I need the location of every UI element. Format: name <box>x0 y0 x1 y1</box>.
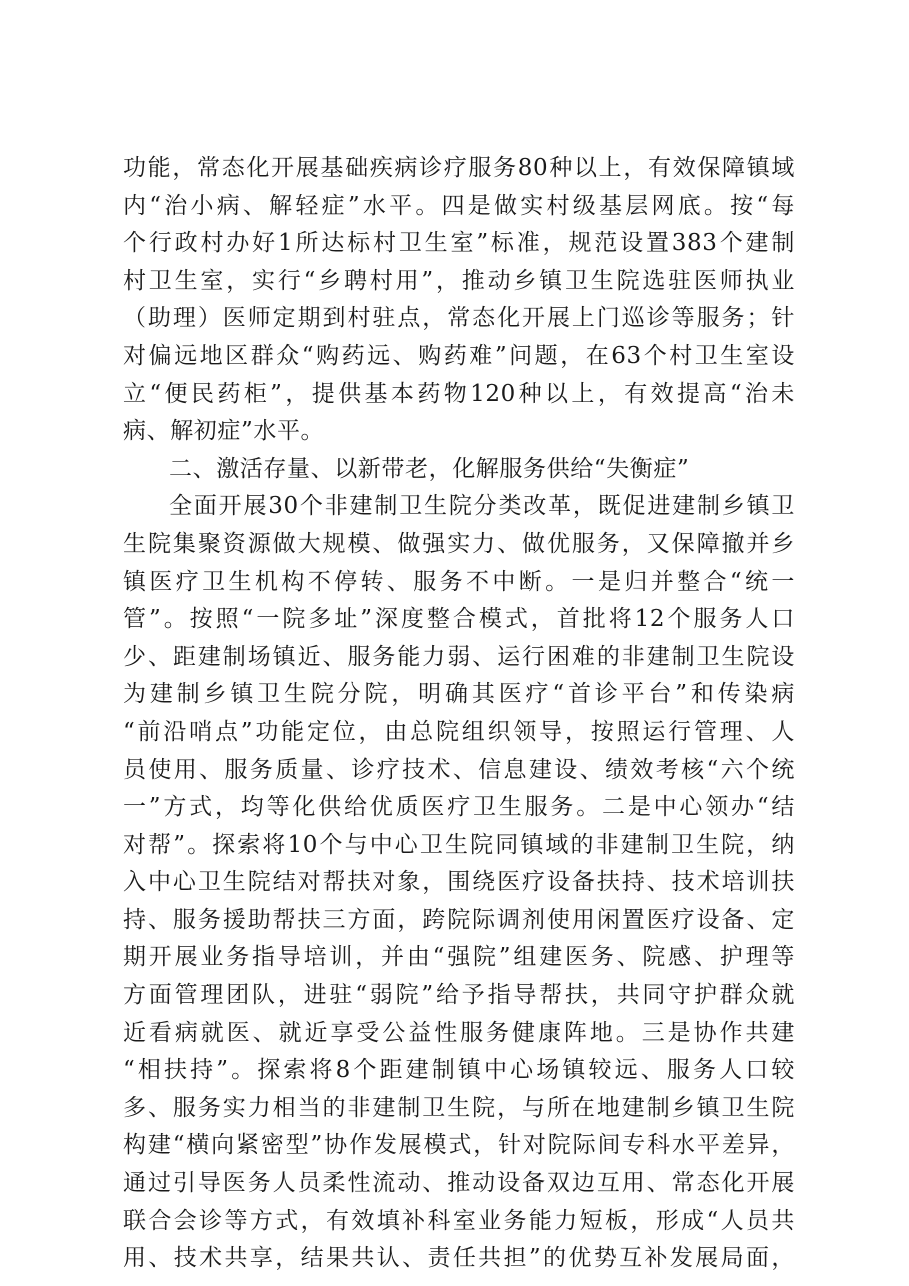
paragraph-line: 镇医疗卫生机构不停转、服务不中断。一是归并整合“统一 <box>123 568 795 595</box>
paragraph-line: 生院集聚资源做大规模、做强实力、做优服务，又保障撤并乡 <box>123 530 795 557</box>
paragraph-line: 用、技术共享，结果共认、责任共担”的优势互补发展局面， <box>123 1245 795 1272</box>
paragraph-line: 为建制乡镇卫生院分院，明确其医疗“首诊平台”和传染病 <box>123 681 795 708</box>
paragraph-line: 对偏远地区群众“购药远、购药难”问题，在63个村卫生室设 <box>123 342 795 369</box>
paragraph-line: 入中心卫生院结对帮扶对象，围绕医疗设备扶持、技术培训扶 <box>123 869 795 896</box>
paragraph-line: “相扶持”。探索将8个距建制镇中心场镇较远、服务人口较 <box>123 1057 795 1084</box>
paragraph-line: 期开展业务指导培训，并由“强院”组建医务、院感、护理等 <box>123 944 795 971</box>
paragraph-line: 全面开展30个非建制卫生院分类改革，既促进建制乡镇卫 <box>169 493 795 520</box>
paragraph-line: 管”。按照“一院多址”深度整合模式，首批将12个服务人口 <box>123 606 795 633</box>
paragraph-line: 联合会诊等方式，有效填补科室业务能力短板，形成“人员共 <box>123 1207 795 1234</box>
paragraph-line: 功能，常态化开展基础疾病诊疗服务80种以上，有效保障镇域 <box>123 155 795 181</box>
paragraph-line: 近看病就医、就近享受公益性服务健康阵地。三是协作共建 <box>123 1019 795 1046</box>
paragraph-line: 员使用、服务质量、诊疗技术、信息建设、绩效考核“六个统 <box>123 756 795 783</box>
document-body <box>123 150 795 1278</box>
paragraph-line: 少、距建制场镇近、服务能力弱、运行困难的非建制卫生院设 <box>123 643 795 670</box>
paragraph-line: 构建“横向紧密型”协作发展模式，针对院际间专科水平差异， <box>123 1132 795 1159</box>
paragraph-line: 村卫生室，实行“乡聘村用”，推动乡镇卫生院选驻医师执业 <box>123 267 795 294</box>
paragraph-2 <box>123 488 795 1277</box>
paragraph-line: 持、服务援助帮扶三方面，跨院际调剂使用闲置医疗设备、定 <box>123 906 795 933</box>
paragraph-line: 对帮”。探索将10个与中心卫生院同镇域的非建制卫生院，纳 <box>123 831 795 858</box>
paragraph-line: “前沿哨点”功能定位，由总院组织领导，按照运行管理、人 <box>123 718 795 745</box>
paragraph-1 <box>123 150 795 451</box>
paragraph-line: 个行政村办好1所达标村卫生室”标准，规范设置383个建制 <box>123 230 795 257</box>
section-heading: 二、激活存量、以新带老，化解服务供给“失衡症” <box>169 455 690 482</box>
paragraph-line: 方面管理团队，进驻“弱院”给予指导帮扶，共同守护群众就 <box>123 982 795 1009</box>
paragraph-line: 通过引导医务人员柔性流动、推动设备双边互用、常态化开展 <box>123 1170 795 1197</box>
paragraph-line: 内“治小病、解轻症”水平。四是做实村级基层网底。按“每 <box>123 192 795 219</box>
paragraph-line: （助理）医师定期到村驻点，常态化开展上门巡诊等服务；针 <box>123 305 795 332</box>
paragraph-line: 多、服务实力相当的非建制卫生院，与所在地建制乡镇卫生院 <box>123 1094 795 1121</box>
paragraph-line: 一”方式，均等化供给优质医疗卫生服务。二是中心领办“结 <box>123 794 795 821</box>
paragraph-line: 立“便民药柜”，提供基本药物120种以上，有效提高“治未 <box>123 380 795 407</box>
paragraph-line: 病、解初症”水平。 <box>123 418 325 445</box>
